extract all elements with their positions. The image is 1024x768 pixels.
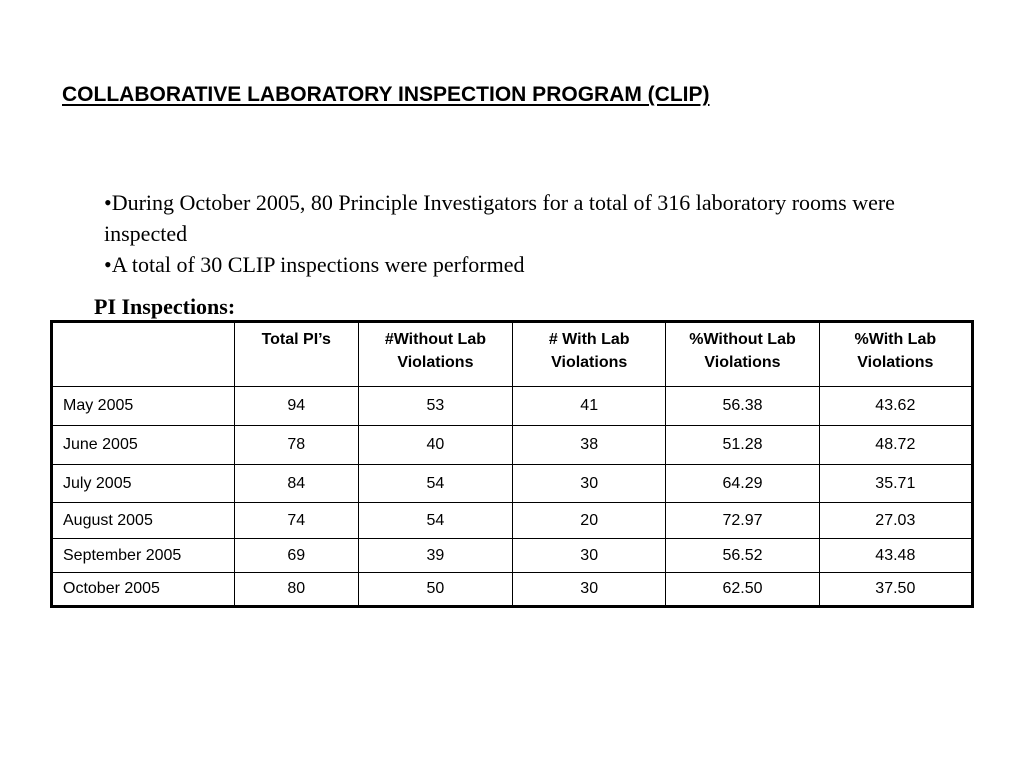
cell-without-violations-percent: 56.52 [666, 539, 819, 573]
column-header-total-pis: Total PI’s [234, 322, 358, 387]
cell-month: July 2005 [52, 465, 235, 503]
bullet-item: •A total of 30 CLIP inspections were performed [104, 252, 525, 277]
cell-month: September 2005 [52, 539, 235, 573]
cell-without-violations-percent: 72.97 [666, 503, 819, 539]
table-row [52, 573, 973, 607]
page-title: COLLABORATIVE LABORATORY INSPECTION PROGRAM (CLIP) [62, 83, 710, 106]
cell-total-pis: 78 [234, 426, 358, 465]
cell-with-violations-count: 30 [513, 465, 666, 503]
cell-without-violations-count: 50 [358, 573, 512, 607]
cell-total-pis: 69 [234, 539, 358, 573]
cell-without-violations-percent: 64.29 [666, 465, 819, 503]
cell-with-violations-count: 30 [513, 539, 666, 573]
bullet-item: •During October 2005, 80 Principle Investigators for a total of 316 laboratory rooms were inspected [104, 190, 895, 246]
cell-without-violations-count: 54 [358, 503, 512, 539]
column-header-month [52, 322, 235, 387]
cell-without-violations-count: 54 [358, 465, 512, 503]
cell-month: May 2005 [52, 387, 235, 426]
bullet-list [104, 187, 934, 280]
cell-with-violations-count: 20 [513, 503, 666, 539]
cell-with-violations-percent: 43.48 [819, 539, 972, 573]
cell-month: June 2005 [52, 426, 235, 465]
cell-total-pis: 84 [234, 465, 358, 503]
table-heading: PI Inspections: [94, 294, 236, 319]
cell-without-violations-count: 40 [358, 426, 512, 465]
column-header-with-violations-count: # With Lab Violations [513, 322, 666, 387]
cell-with-violations-count: 38 [513, 426, 666, 465]
cell-with-violations-percent: 37.50 [819, 573, 972, 607]
column-header-with-violations-percent: %With Lab Violations [819, 322, 972, 387]
column-header-without-violations-count: #Without Lab Violations [358, 322, 512, 387]
cell-with-violations-count: 41 [513, 387, 666, 426]
cell-total-pis: 94 [234, 387, 358, 426]
cell-with-violations-percent: 35.71 [819, 465, 972, 503]
cell-with-violations-percent: 27.03 [819, 503, 972, 539]
table-row [52, 387, 973, 426]
table-row [52, 465, 973, 503]
cell-total-pis: 80 [234, 573, 358, 607]
cell-with-violations-percent: 48.72 [819, 426, 972, 465]
cell-without-violations-percent: 62.50 [666, 573, 819, 607]
table-row [52, 503, 973, 539]
cell-without-violations-percent: 51.28 [666, 426, 819, 465]
cell-total-pis: 74 [234, 503, 358, 539]
table-row [52, 426, 973, 465]
cell-month: October 2005 [52, 573, 235, 607]
table-header-row [52, 322, 973, 387]
cell-without-violations-percent: 56.38 [666, 387, 819, 426]
cell-month: August 2005 [52, 503, 235, 539]
cell-without-violations-count: 39 [358, 539, 512, 573]
cell-with-violations-count: 30 [513, 573, 666, 607]
table-row [52, 539, 973, 573]
pi-inspections-table [50, 320, 974, 608]
cell-without-violations-count: 53 [358, 387, 512, 426]
cell-with-violations-percent: 43.62 [819, 387, 972, 426]
column-header-without-violations-percent: %Without Lab Violations [666, 322, 819, 387]
